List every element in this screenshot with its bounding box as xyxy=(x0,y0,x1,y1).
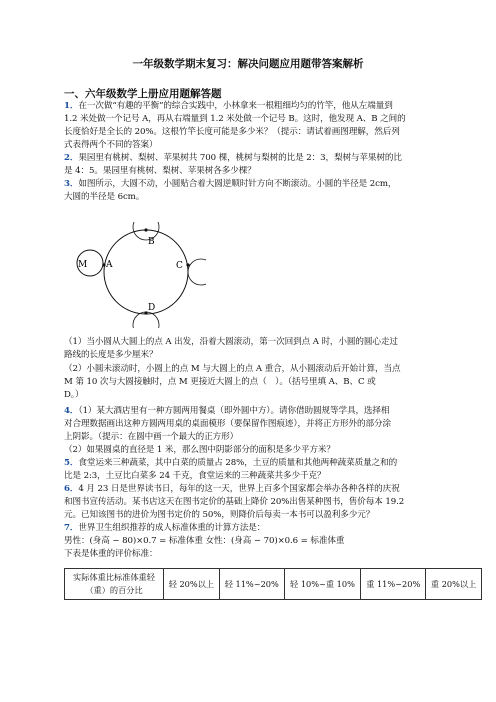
label-m: M xyxy=(78,260,88,270)
text-line: 2．果园里有桃树、梨树、苹果树共 700 棵，桃树与梨树的比是 2：3，梨树与苹果树的比 xyxy=(64,153,402,163)
right-small-circle xyxy=(188,259,206,285)
text-line: 路线的长度是多少厘米？ xyxy=(64,350,158,360)
point-b-dot xyxy=(144,228,147,231)
text-line: 上阴影。（提示：在圆中画一个最大的正方形） xyxy=(64,432,239,442)
table-cell: 轻 20%以上 xyxy=(164,569,220,600)
point-c-dot xyxy=(186,263,189,266)
section-heading: 一、六年级数学上册应用题解答题 xyxy=(64,88,222,100)
text-line: 长度恰好是全长的 20%。这根竹竿长度可能是多少米？（提示：请试着画图理解，然后列 xyxy=(64,127,400,137)
text-line: （2）如果圆桌的直径是 1 米，那么图中阴影部分的面积是多少平方米？ xyxy=(64,445,335,455)
text-line: 和图书宣传活动。某书店这天在图书定价的基础上降价 20%出售某种图书，售价每本 19.2 xyxy=(64,497,405,507)
page-title: 一年级数学期末复习：解决问题应用题带答案解析 xyxy=(132,58,364,70)
text-line: 3．如图所示，大圆不动，小圆贴合着大圆逆顺时针方向不断滚动。小圆的半径是 2cm， xyxy=(64,179,397,189)
table-cell: 重 11%~20% xyxy=(361,569,426,600)
text-line: （1）当小圆从大圆上的点 A 出发，沿着大圆滚动，第一次回到点 A 时，小圆的圆心走过 xyxy=(64,337,398,347)
text-line: 下表是体重的评价标准： xyxy=(64,549,158,559)
large-circle xyxy=(104,230,188,314)
label-d: D xyxy=(148,303,156,313)
text-line: 6．4 月 23 日是世界读书日，每年的这一天，世界上百多个国家都会举办各种各样的庆祝 xyxy=(64,484,400,494)
label-a: A xyxy=(106,260,113,270)
weight-standard-table xyxy=(64,568,482,600)
text-line: 元。已知该图书的进价为图书定价的 50%，则降价后每卖一本书可以盈利多少元？ xyxy=(64,510,375,520)
text-line: 式表得两个不同的答案） xyxy=(64,140,158,150)
text-line: 是 4：5。果园里有桃树、梨树、苹果树各多少棵？ xyxy=(64,166,256,176)
text-line: M 第 10 次与大圆接触时，点 M 更接近大圆上的点（ ）。（括号里填 A、B、C 或 xyxy=(64,377,376,387)
table-header-cell: 实际体重比标准体重轻（重）的百分比 xyxy=(65,569,164,600)
text-line: 1．在一次做“有趣的平衡”的综合实践中，小林拿来一根粗细均匀的竹竿，他从左端量到 xyxy=(64,101,393,111)
text-line: 男性：(身高 − 80)×0.7 = 标准体重 女性：(身高 − 70)×0.6 = 标准体重 xyxy=(64,536,345,546)
text-line: 比是 2:3，土豆比白菜多 24 千克，食堂运来的三种蔬菜共多少千克？ xyxy=(64,471,326,481)
text-line: 对合理数据画出这种方圆两用桌的桌面模形（要保留作图痕迹），并将正方形外的部分涂 xyxy=(64,419,391,429)
table-row xyxy=(65,569,482,600)
text-line: 大圆的半径是 6cm。 xyxy=(64,192,145,202)
text-line: 4．（1）某大酒店里有一种方圆两用餐桌（即外圆中方）。请你借助圆规等学具，选择相 xyxy=(64,406,390,416)
text-line: 1.2 米处做一个记号 A，再从右端量到 1.2 米处做一个记号 B。这时，他发现 A、B 之间的 xyxy=(64,114,406,124)
table-cell: 轻 11%~20% xyxy=(219,569,284,600)
text-line: D。） xyxy=(64,390,84,400)
table-cell: 重 20%以上 xyxy=(426,569,482,600)
text-line: 7．世界卫生组织推荐的成人标准体重的计算方法是： xyxy=(64,523,266,533)
rolling-circles-diagram xyxy=(76,222,206,328)
text-line: 5．食堂运来三种蔬菜，其中白菜的质量占 28%，土豆的质量和其他两种蔬菜质量之和的 xyxy=(64,458,398,468)
table-cell: 轻 10%~重 10% xyxy=(284,569,360,600)
label-b: B xyxy=(148,237,155,247)
label-c: C xyxy=(176,261,183,271)
text-line: （2）小圆未滚动时，小圆上的点 M 与大圆上的点 A 重合，从小圆滚动后开始计算，当点 xyxy=(64,364,401,374)
